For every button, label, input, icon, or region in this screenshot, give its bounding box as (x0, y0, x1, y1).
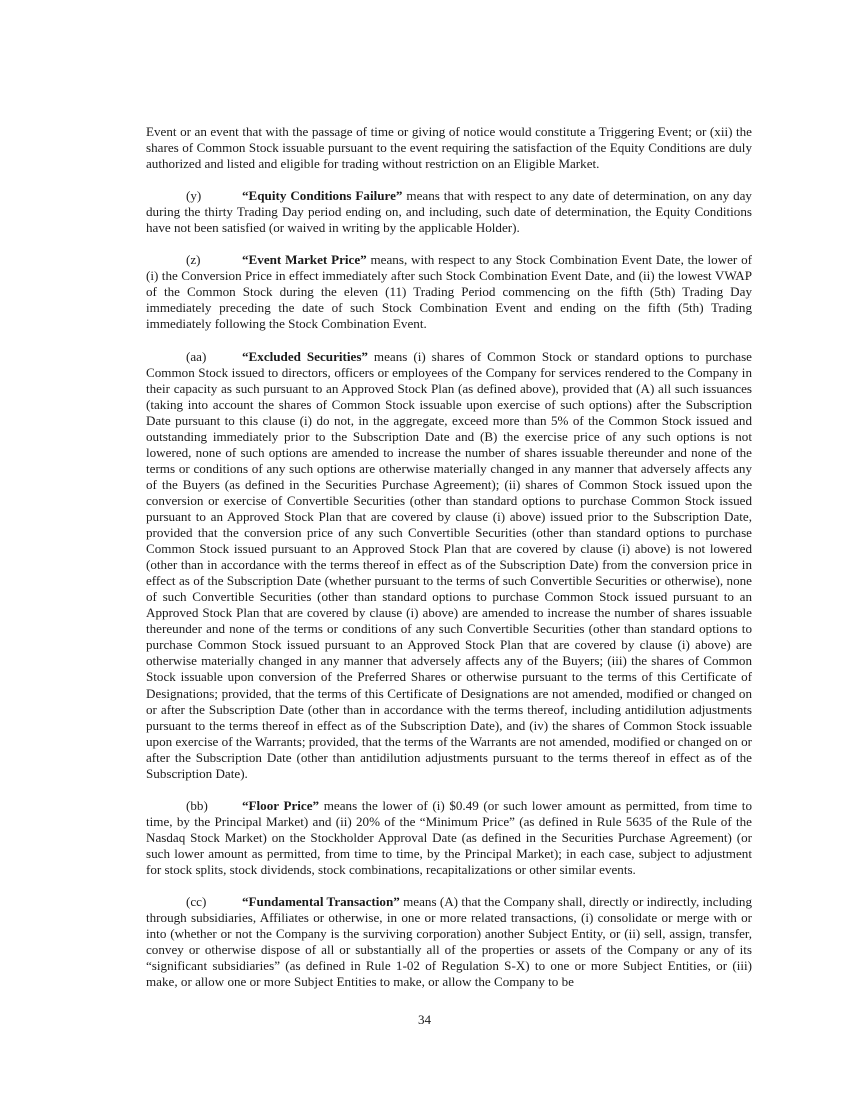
section-text: means (A) that the Company shall, directly or indirectly, including through subsidiaries, Affiliates or otherwise, in one or more related transactions, (i) consolidate or merge with or into (whether or not the Company is the surviving corporation) another Subject Entity, or (ii) sell, assign, transfer, convey or otherwise dispose of all or substantially all of the properties or assets of the Company or any of its “significant subsidiaries” (as defined in Rule 1-02 of Regulation S-X) to one or more Subject Entities, or (iii) make, or allow one or more Subject Entities to make, or allow the Company to be (146, 894, 752, 990)
defined-term: “Floor Price” (242, 797, 320, 813)
section-label: (cc) (186, 894, 207, 910)
section-label: (z) (186, 252, 201, 268)
section-aa (146, 349, 752, 782)
section-label: (bb) (186, 797, 208, 813)
defined-term: “Fundamental Transaction” (242, 894, 400, 910)
section-cc (146, 894, 752, 990)
document-body (146, 124, 752, 1006)
section-text: means, with respect to any Stock Combination Event Date, the lower of (i) the Conversion Price in effect immediately after such Stock Combination Event Date, and (ii) the lowest VWAP of the Common Stock during the eleven (11) Trading Period commencing on the fifth (5th) Trading Day immediately preceding the date of such Stock Combination Event and ending on the fifth (5th) Trading immediately following the Stock Combination Event. (146, 252, 752, 332)
section-text: means the lower of (i) $0.49 (or such lower amount as permitted, from time to time, by the Principal Market) and (ii) 20% of the “Minimum Price” (as defined in Rule 5635 of the Rule of the Nasdaq Stock Market) on the Stockholder Approval Date (as defined in the Securities Purchase Agreement) (or such lower amount as permitted, from time to time, by the Principal Market); in each case, subject to adjustment for stock splits, stock dividends, stock combinations, recapitalizations or other similar events. (146, 797, 752, 877)
page-number: 34 (417, 1012, 432, 1027)
section-text: means (i) shares of Common Stock or standard options to purchase Common Stock issued to directors, officers or employees of the Company for services rendered to the Company in their capacity as such pursuant to an Approved Stock Plan (as defined above), provided that (A) all such issuances (taking into account the shares of Common Stock issuable upon exercise of such options) after the Subscription Date pursuant to this clause (i) do not, in the aggregate, exceed more than 5% of the Common Stock issued and outstanding immediately prior to the Subscription Date and (B) the exercise price of any such options is not lowered, none of such options are amended to increase the number of shares issuable thereunder and none of the terms or conditions of any such options are otherwise materially changed in any manner that adversely affects any of the Buyers (as defined in the Securities Purchase Agreement); (ii) shares of Common Stock issued upon the conversion or exercise of Convertible Securities (other than standard options to purchase Common Stock issued pursuant to an Approved Stock Plan that are covered by clause (i) above) issued prior to the Subscription Date, provided that the conversion price of any such Convertible Securities (other than standard options to purchase Common Stock issued pursuant to an Approved Stock Plan that are covered by clause (i) above) is not lowered (other than in accordance with the terms thereof in effect as of the Subscription Date) from the conversion price in effect as of the Subscription Date (whether pursuant to the terms of such Convertible Securities or otherwise), none of such Convertible Securities (other than standard options to purchase Common Stock issued pursuant to an Approved Stock Plan that are covered by clause (i) above) are amended to increase the number of shares issuable thereunder and none of the terms or conditions of any such Convertible Securities (other than standard options to purchase Common Stock issued pursuant to an Approved Stock Plan that are covered by clause (i) above) are otherwise materially changed in any manner that adversely affects any of the Buyers; (iii) the shares of Common Stock issuable upon conversion of the Preferred Shares or otherwise pursuant to the terms of this Certificate of Designations; provided, that the terms of this Certificate of Designations are not amended, modified or changed on or after the Subscription Date (other than in accordance with the terms thereof, including antidilution adjustments pursuant to the terms thereof in effect as of the Subscription Date), and (iv) the shares of Common Stock issuable upon exercise of the Warrants; provided, that the terms of the Warrants are not amended, modified or changed on or after the Subscription Date (other than antidilution adjustments pursuant to the terms thereof in effect as of the Subscription Date). (146, 348, 752, 781)
defined-term: “Equity Conditions Failure” (242, 188, 403, 204)
defined-term: “Event Market Price” (242, 252, 367, 268)
section-label: (aa) (186, 348, 207, 364)
continuation-paragraph: Event or an event that with the passage of time or giving of notice would constitute a Triggering Event; or (xii) the shares of Common Stock issuable pursuant to the event requiring the satisfaction of the Equity Conditions are duly authorized and listed and eligible for trading without restriction on an Eligible Market. (146, 124, 752, 172)
section-z (146, 252, 752, 332)
section-label: (y) (186, 188, 202, 204)
section-y (146, 188, 752, 236)
section-bb (146, 798, 752, 878)
section-text: means that with respect to any date of determination, on any day during the thirty Trading Day period ending on, and including, such date of determination, the Equity Conditions have not been satisfied (or waived in writing by the applicable Holder). (146, 188, 752, 236)
defined-term: “Excluded Securities” (242, 348, 368, 364)
